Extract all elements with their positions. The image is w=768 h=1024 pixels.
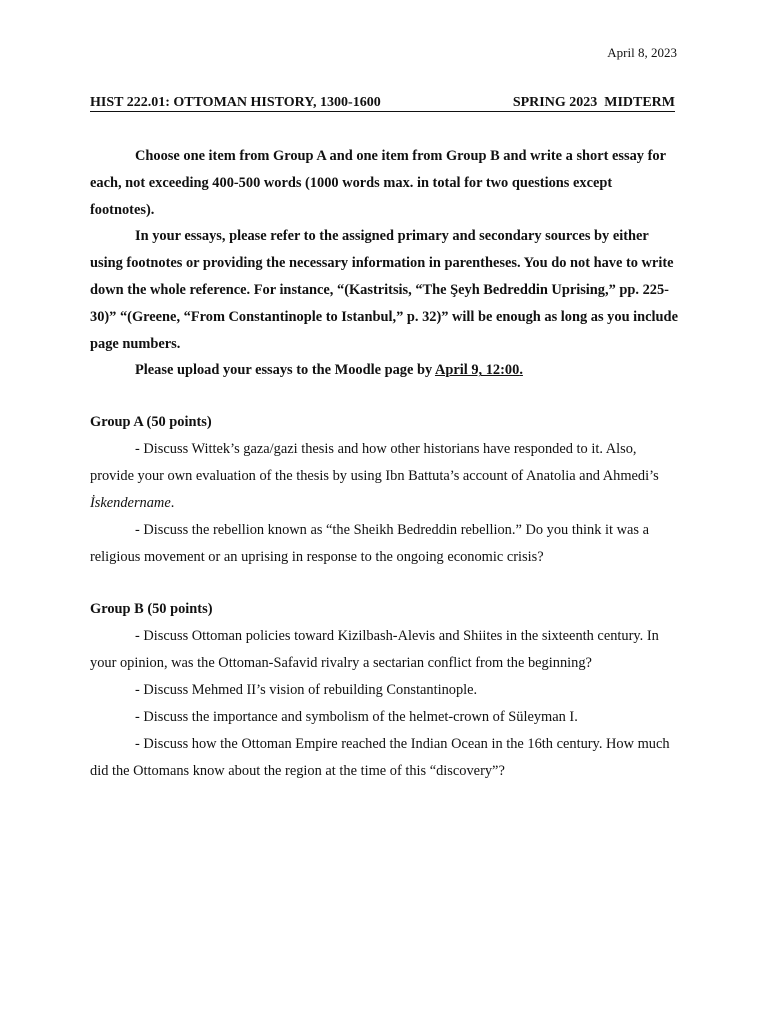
group-b-question-2: - Discuss Mehmed II’s vision of rebuilding Constantinople. [135,682,478,698]
instructions-paragraph-2: In your essays, please refer to the assigned primary and secondary sources by either using footnotes or providing the necessary information in parentheses. You do not have to write down the whole reference. For instance, “(Kastritsis, “The Şeyh Bedreddin Uprising,” pp. 225-30)” “(Greene, “From Constantinople to Istanbul,” p. 32)” will be enough as long as you include page numbers. [90,228,678,352]
instructions-paragraph-3 [90,357,678,384]
group-a-question-1 [90,436,678,517]
instructions [90,143,678,384]
upload-instruction: Please upload your essays to the Moodle page by [135,362,435,379]
group-b-question-1: - Discuss Ottoman policies toward Kizilbash-Alevis and Shiites in the sixteenth century. In your opinion, was the Ottoman-Safavid rivalry a sectarian conflict from the beginning? [90,628,659,671]
group-a-question-1-end: . [170,495,175,511]
group-a-question-1-text: - Discuss Wittek’s gaza/gazi thesis and how other historians have responded to it. Also, provide your own evaluation of the thesis by using Ibn Battuta’s account of Anatolia and Ahmedi’s [90,441,659,484]
group-b-question-3: - Discuss the importance and symbolism of the helmet-crown of Süleyman I. [135,709,578,725]
instructions-paragraph-1: Choose one item from Group A and one item from Group B and write a short essay for each, not exceeding 400-500 words (1000 words max. in total for two questions except footnotes). [90,148,666,218]
document-date: April 8, 2023 [607,45,677,60]
group-b-section [90,596,678,785]
exam-term: SPRING 2023 MIDTERM [512,95,675,110]
course-title: HIST 222.01: OTTOMAN HISTORY, 1300-1600 [90,95,381,110]
group-b-question-4: - Discuss how the Ottoman Empire reached the Indian Ocean in the 16th century. How much did the Ottomans know about the region at the time of this “discovery”? [90,736,670,779]
course-header [90,94,675,112]
group-a-section [90,409,678,571]
group-a-question-2: - Discuss the rebellion known as “the Sheikh Bedreddin rebellion.” Do you think it was a religious movement or an uprising in response to the ongoing economic crisis? [90,522,649,565]
deadline: April 9, 12:00 [434,362,520,379]
group-b-title: Group B (50 points) [90,601,213,617]
deadline-period: . [519,362,523,379]
group-a-title: Group A (50 points) [90,414,212,430]
iskendername-title: İskendername [90,495,171,511]
